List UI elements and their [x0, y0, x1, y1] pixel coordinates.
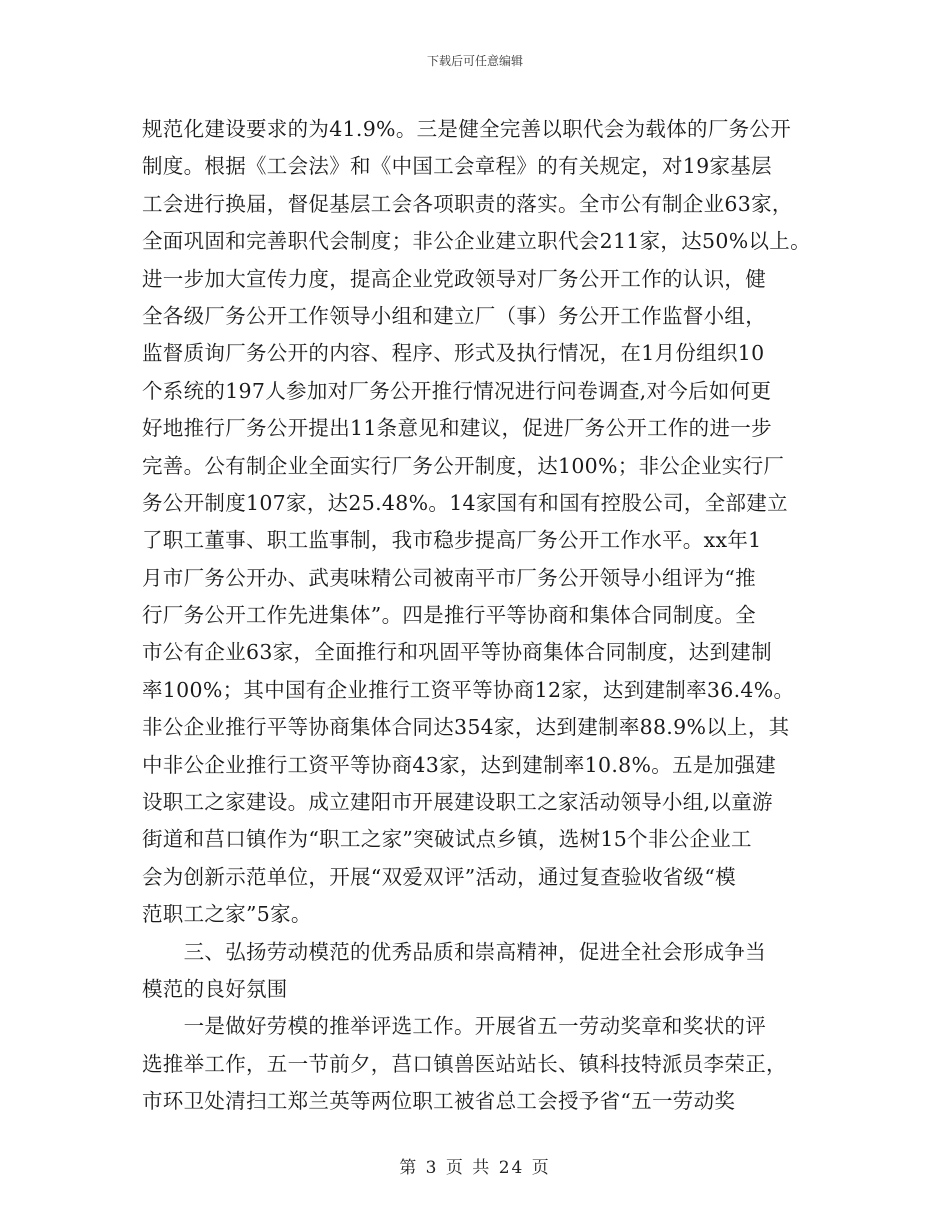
text-line: 范职工之家”5家。	[142, 902, 312, 927]
text-line: 个系统的197人参加对厂务公开推行情况进行问卷调查,对今后如何更	[142, 378, 772, 403]
text-line: 好地推行厂务公开提出11条意见和建议，促进厂务公开工作的进一步	[142, 416, 772, 441]
text-line: 行厂务公开工作先进集体”。四是推行平等协商和集体合同制度。全	[142, 603, 756, 628]
text-line: 月市厂务公开办、武夷味精公司被南平市厂务公开领导小组评为“推	[142, 565, 756, 590]
text-line: 监督质询厂务公开的内容、程序、形式及执行情况，在1月份组织10	[142, 341, 765, 366]
text-line: 非公企业推行平等协商集体合同达354家，达到建制率88.9%以上，其	[142, 715, 790, 740]
text-line: 进一步加大宣传力度，提高企业党政领导对厂务公开工作的认识，健	[142, 266, 766, 291]
text-line: 街道和莒口镇作为“职工之家”突破试点乡镇，选树15个非公企业工	[142, 827, 752, 852]
text-line: 制度。根据《工会法》和《中国工会章程》的有关规定，对19家基层	[142, 154, 772, 179]
text-line: 率100%；其中国有企业推行工资平等协商12家，达到建制率36.4%。	[142, 677, 795, 702]
text-line: 市环卫处清扫工郑兰英等两位职工被省总工会授予省“五一劳动奖	[142, 1089, 736, 1114]
text-line: 会为创新示范单位，开展“双爱双评”活动，通过复查验收省级“模	[142, 864, 736, 889]
text-line: 了职工董事、职工监事制，我市稳步提高厂务公开工作水平。xx年1	[142, 528, 762, 553]
text-line: 全各级厂务公开工作领导小组和建立厂（事）务公开工作监督小组，	[142, 303, 766, 328]
page-footer: 第 3 页 共 24 页	[399, 1158, 551, 1178]
document-body	[142, 111, 822, 1121]
text-line: 一是做好劳模的推举评选工作。开展省五一劳动奖章和奖状的评	[142, 1014, 766, 1039]
text-line: 规范化建设要求的为41.9%。三是健全完善以职代会为载体的厂务公开	[142, 117, 792, 141]
text-line: 全面巩固和完善职代会制度；非公企业建立职代会211家，达50%以上。	[142, 229, 811, 254]
text-line: 选推举工作，五一节前夕，莒口镇兽医站站长、镇科技特派员李荣正，	[142, 1051, 787, 1076]
text-line: 设职工之家建设。成立建阳市开展建设职工之家活动领导小组,以童游	[142, 790, 773, 815]
text-line: 中非公企业推行工资平等协商43家，达到建制率10.8%。五是加强建	[142, 752, 777, 777]
text-line: 工会进行换届，督促基层工会各项职责的落实。全市公有制企业63家，	[142, 191, 793, 216]
text-line: 完善。公有制企业全面实行厂务公开制度，达100%；非公企业实行厂	[142, 453, 785, 478]
page-header: 下载后可任意编辑	[426, 54, 523, 68]
section-heading-line: 三、弘扬劳动模范的优秀品质和崇高精神，促进全社会形成争当	[142, 939, 766, 964]
section-heading-line: 模范的良好氛围	[142, 976, 288, 1001]
text-line: 务公开制度107家，达25.48%。14家国有和国有控股公司，全部建立	[142, 490, 788, 515]
text-line: 市公有企业63家，全面推行和巩固平等协商集体合同制度，达到建制	[142, 640, 772, 665]
